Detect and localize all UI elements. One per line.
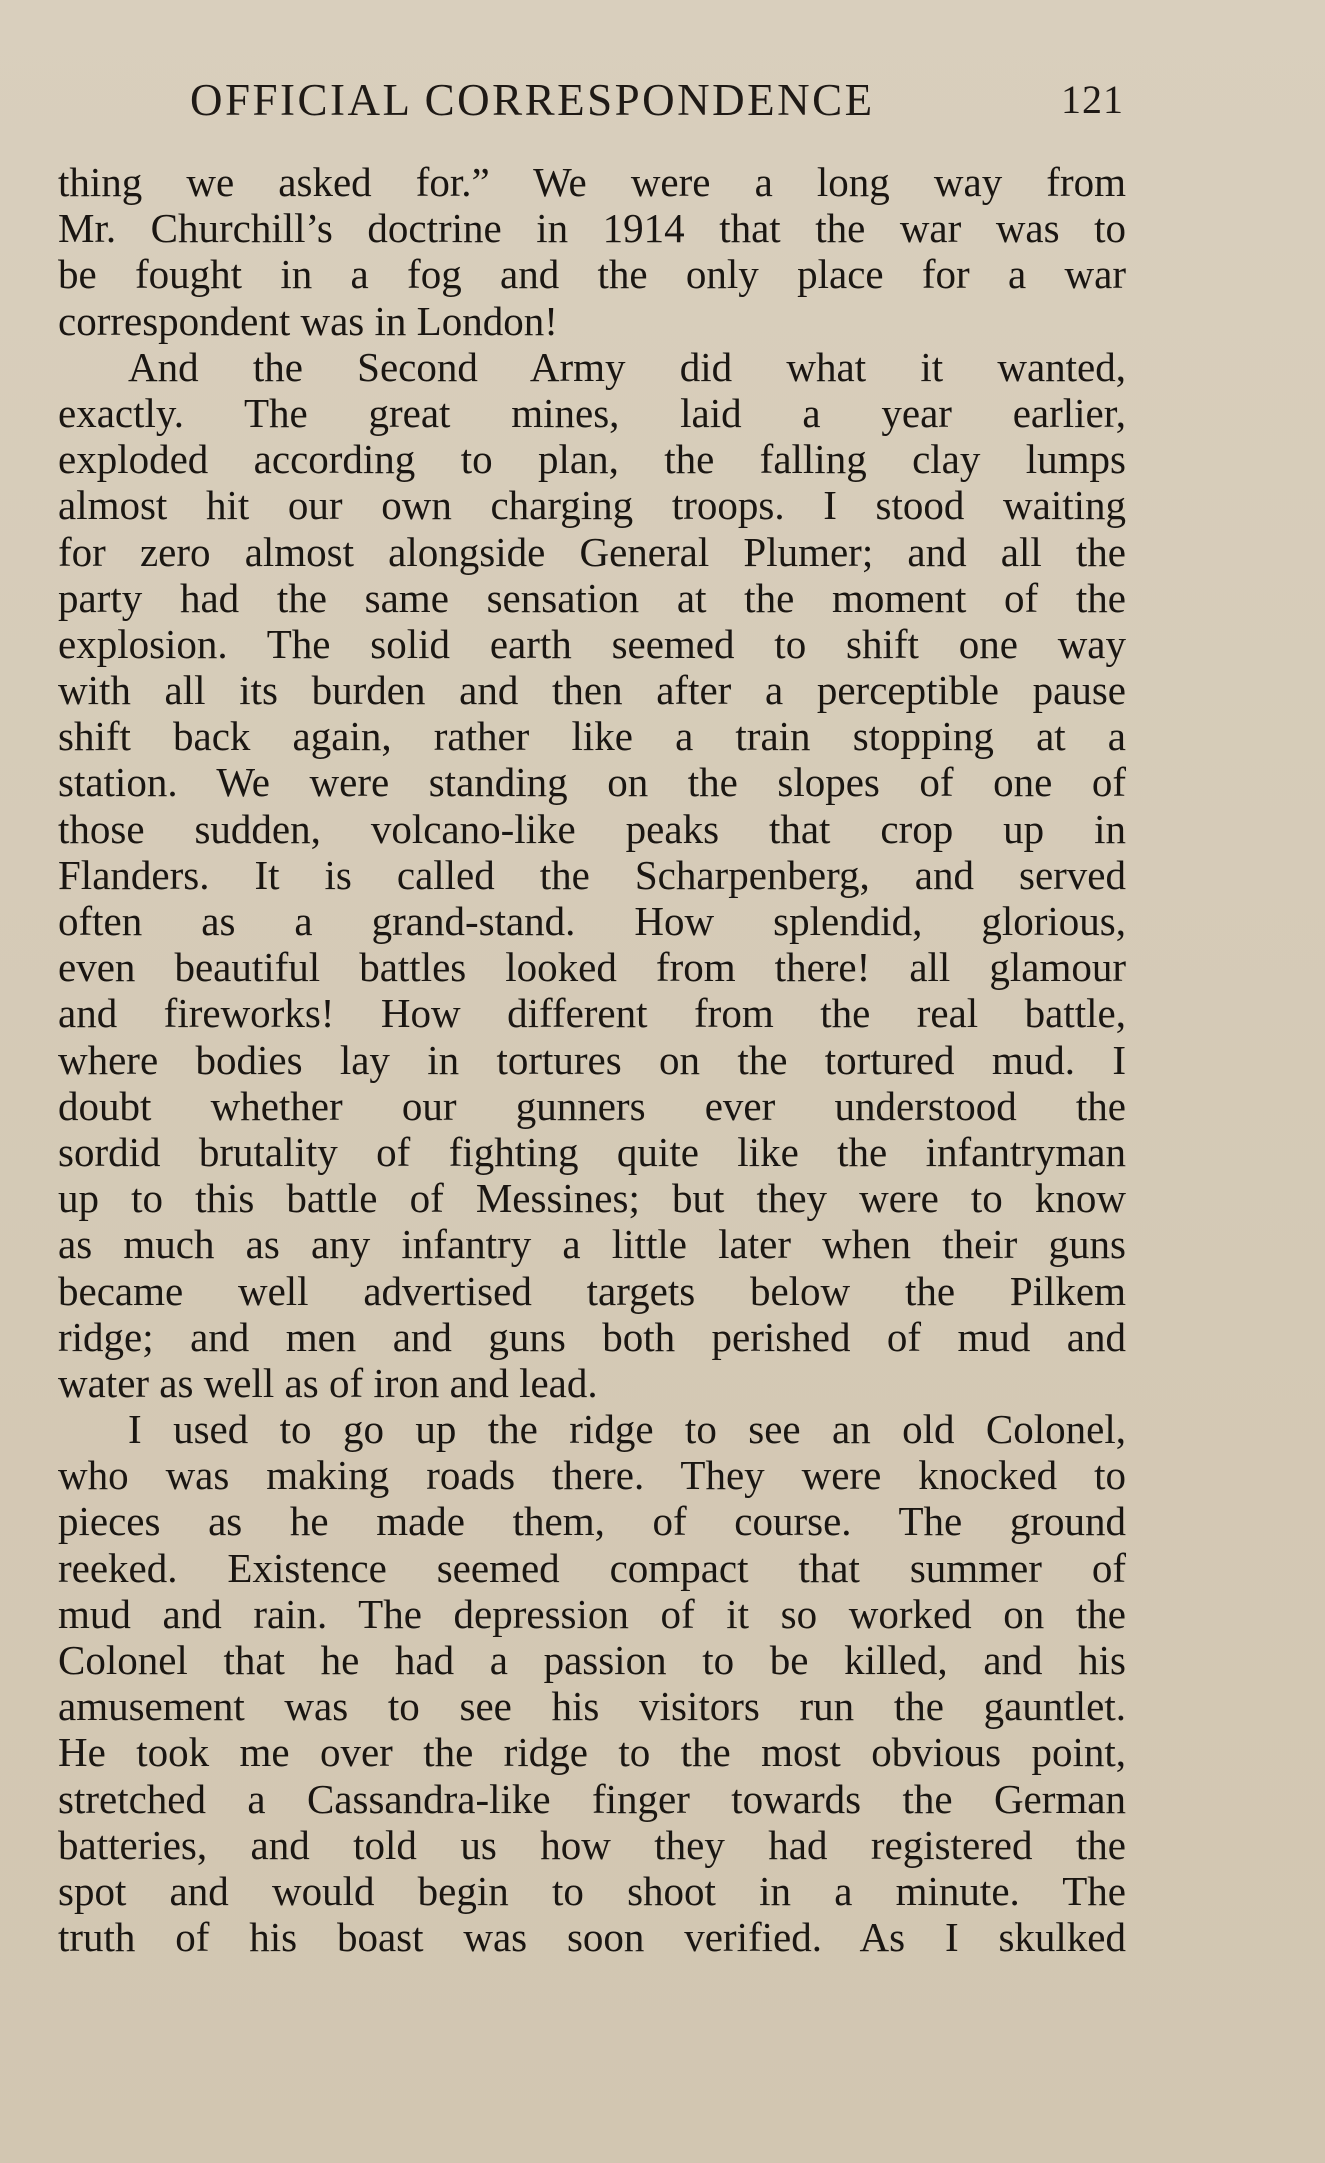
text-line: Mr. Churchill’s doctrine in 1914 that the war was to: [58, 205, 1126, 252]
text-line: exploded according to plan, the falling clay lumps: [58, 436, 1126, 483]
text-line: I used to go up the ridge to see an old Colonel,: [128, 1406, 1126, 1453]
page-header: [190, 70, 1124, 130]
body-text: [58, 159, 1126, 1960]
text-line: those sudden, volcano-like peaks that crop up in: [58, 805, 1126, 852]
running-head: OFFICIAL CORRESPONDENCE: [190, 75, 875, 125]
text-line: doubt whether our gunners ever understood the: [58, 1082, 1126, 1129]
text-line: reeked. Existence seemed compact that summer of: [58, 1544, 1126, 1591]
text-line: often as a grand-stand. How splendid, glorious,: [58, 898, 1126, 944]
text-line: pieces as he made them, of course. The ground: [58, 1498, 1126, 1545]
text-line: who was making roads there. They were knocked to: [58, 1452, 1126, 1499]
text-line: water as well as of iron and lead.: [58, 1359, 598, 1406]
text-line: amusement was to see his visitors run the gauntlet.: [58, 1683, 1126, 1730]
text-line: shift back again, rather like a train stopping at a: [58, 713, 1126, 760]
text-line: be fought in a fog and the only place for a war: [58, 251, 1126, 298]
text-line: with all its burden and then after a perceptible pause: [58, 667, 1126, 714]
text-line: truth of his boast was soon verified. As I skulked: [58, 1914, 1126, 1961]
text-line: became well advertised targets below the Pilkem: [58, 1267, 1126, 1314]
text-line: ridge; and men and guns both perished of mud and: [58, 1313, 1126, 1360]
page-number: 121: [1061, 77, 1124, 122]
text-line: correspondent was in London!: [58, 297, 558, 344]
text-line: spot and would begin to shoot in a minute. The: [58, 1867, 1126, 1914]
text-line: for zero almost alongside General Plumer; and all the: [58, 528, 1126, 575]
text-line: exactly. The great mines, laid a year earlier,: [58, 389, 1126, 436]
text-line: batteries, and told us how they had registered the: [58, 1821, 1126, 1868]
text-line: and fireworks! How different from the real battle,: [58, 990, 1126, 1037]
text-line: up to this battle of Messines; but they were to know: [58, 1175, 1126, 1222]
text-line: as much as any infantry a little later when their guns: [58, 1221, 1126, 1268]
text-line: Colonel that he had a passion to be killed, and his: [58, 1637, 1126, 1683]
text-line: stretched a Cassandra-like finger towards the German: [58, 1775, 1126, 1822]
text-line: party had the same sensation at the moment of the: [58, 574, 1126, 621]
text-line: explosion. The solid earth seemed to shift one way: [58, 620, 1126, 667]
text-line: even beautiful battles looked from there! all glamour: [58, 944, 1126, 991]
text-line: Flanders. It is called the Scharpenberg, and served: [58, 851, 1126, 898]
text-line: sordid brutality of fighting quite like the infantryman: [58, 1128, 1126, 1175]
text-line: He took me over the ridge to the most obvious point,: [58, 1729, 1126, 1776]
text-line: And the Second Army did what it wanted,: [128, 343, 1126, 390]
text-line: almost hit our own charging troops. I stood waiting: [58, 482, 1126, 529]
text-line: where bodies lay in tortures on the tortured mud. I: [58, 1036, 1126, 1083]
text-line: station. We were standing on the slopes of one of: [58, 759, 1126, 806]
text-line: thing we asked for.” We were a long way from: [58, 159, 1126, 205]
text-line: mud and rain. The depression of it so worked on the: [58, 1590, 1126, 1637]
